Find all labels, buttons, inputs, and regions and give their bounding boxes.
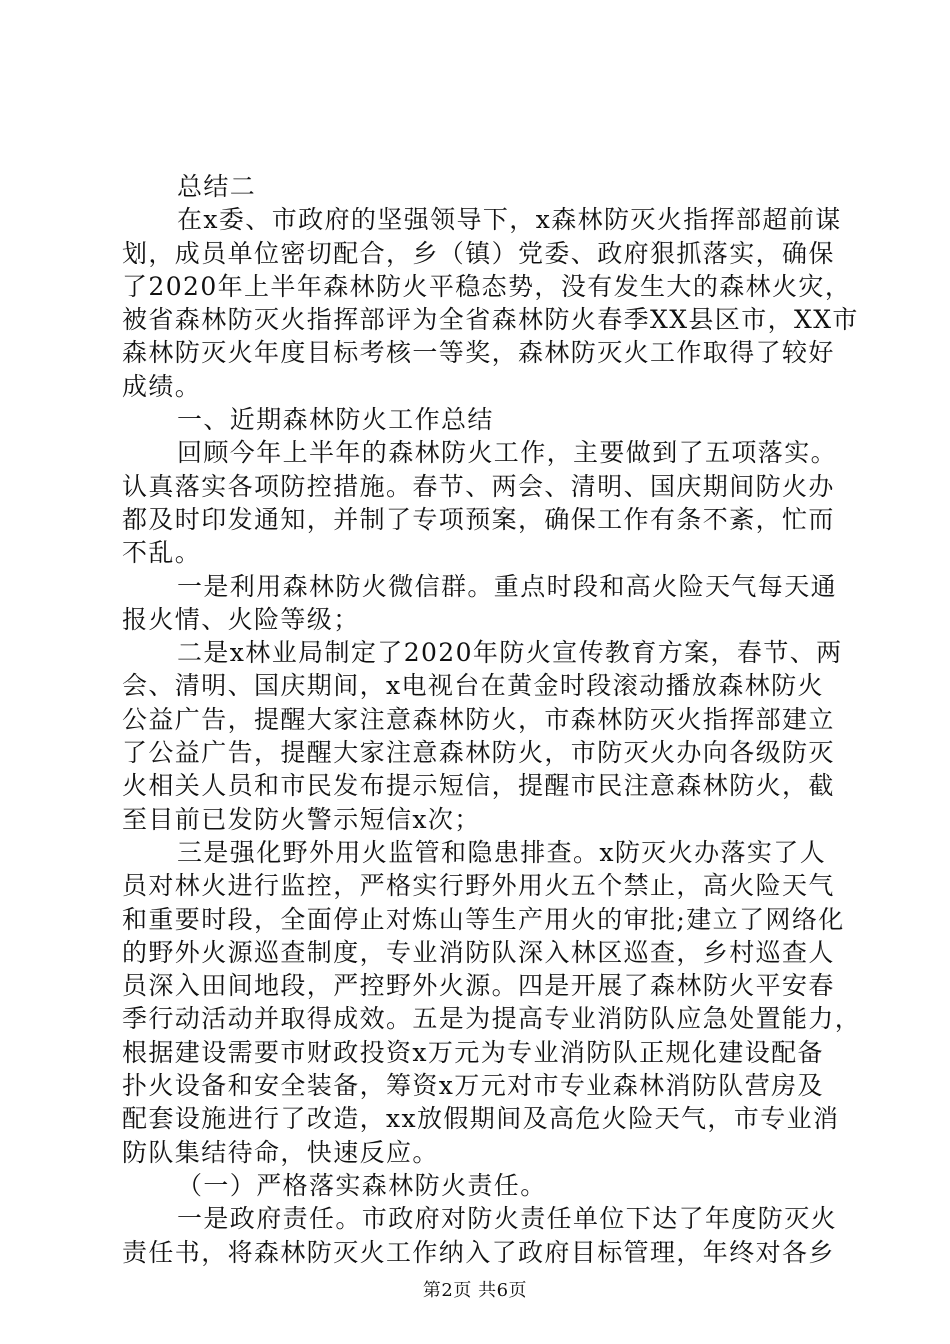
text-line: 会、清明、国庆期间，x电视台在黄金时段滚动播放森林防火 <box>122 671 824 701</box>
page-footer: 第2页 共6页 <box>422 1280 528 1301</box>
text-line: 和重要时段，全面停止对炼山等生产用火的审批;建立了网络化 <box>122 904 845 934</box>
text-line: 配套设施进行了改造，xx放假期间及高危火险天气，市专业消 <box>122 1104 840 1134</box>
text-line: 认真落实各项防控措施。春节、两会、清明、国庆期间防火办 <box>122 471 835 501</box>
text-line: 报火情、火险等级； <box>122 604 360 634</box>
text-line: 员深入田间地段，严控野外火源。四是开展了森林防火平安春 <box>122 971 835 1001</box>
text-line: 森林防灭火年度目标考核一等奖，森林防灭火工作取得了较好 <box>122 338 835 368</box>
text-line: 一是政府责任。市政府对防火责任单位下达了年度防灭火 <box>177 1204 838 1234</box>
text-line: （一）严格落实森林防火责任。 <box>177 1170 547 1200</box>
text-line: 的野外火源巡查制度，专业消防队深入林区巡查，乡村巡查人 <box>122 937 835 967</box>
text-line: 成绩。 <box>122 371 202 401</box>
text-line: 公益广告，提醒大家注意森林防火，市森林防灭火指挥部建立 <box>122 704 835 734</box>
text-line: 扑火设备和安全装备，筹资x万元对市专业森林消防队营房及 <box>122 1071 824 1101</box>
text-line: 三是强化野外用火监管和隐患排查。x防灭火办落实了人 <box>177 837 827 867</box>
text-line: 员对林火进行监控，严格实行野外用火五个禁止，高火险天气 <box>122 871 835 901</box>
text-line: 划，成员单位密切配合，乡（镇）党委、政府狠抓落实，确保 <box>122 238 835 268</box>
text-line: 了2020年上半年森林防火平稳态势，没有发生大的森林火灾， <box>122 271 852 301</box>
text-line: 都及时印发通知，并制了专项预案，确保工作有条不紊，忙而 <box>122 504 835 534</box>
text-line: 至目前已发防火警示短信x次； <box>122 804 481 834</box>
text-line: 了公益广告，提醒大家注意森林防火，市防灭火办向各级防灭 <box>122 738 835 768</box>
text-line: 防队集结待命，快速反应。 <box>122 1137 439 1167</box>
text-line: 不乱。 <box>122 538 202 568</box>
text-line: 季行动活动并取得成效。五是为提高专业消防队应急处置能力， <box>122 1004 862 1034</box>
text-line: 在x委、市政府的坚强领导下，x森林防灭火指挥部超前谋 <box>177 205 842 235</box>
text-line: 二是x林业局制定了2020年防火宣传教育方案，春节、两 <box>177 638 843 668</box>
document-body <box>122 170 862 1269</box>
text-line: 火相关人员和市民发布提示短信，提醒市民注意森林防火，截 <box>122 771 835 801</box>
text-line: 一是利用森林防火微信群。重点时段和高火险天气每天通 <box>177 571 838 601</box>
text-line: 责任书，将森林防灭火工作纳入了政府目标管理，年终对各乡 <box>122 1237 835 1267</box>
text-line: 根据建设需要市财政投资x万元为专业消防队正规化建设配备 <box>122 1037 824 1067</box>
text-line: 总结二 <box>177 172 257 201</box>
text-line: 被省森林防灭火指挥部评为全省森林防火春季XX县区市，XX市 <box>122 305 859 335</box>
text-line: 一、近期森林防火工作总结 <box>177 405 494 435</box>
text-line: 回顾今年上半年的森林防火工作，主要做到了五项落实。 <box>177 438 838 468</box>
